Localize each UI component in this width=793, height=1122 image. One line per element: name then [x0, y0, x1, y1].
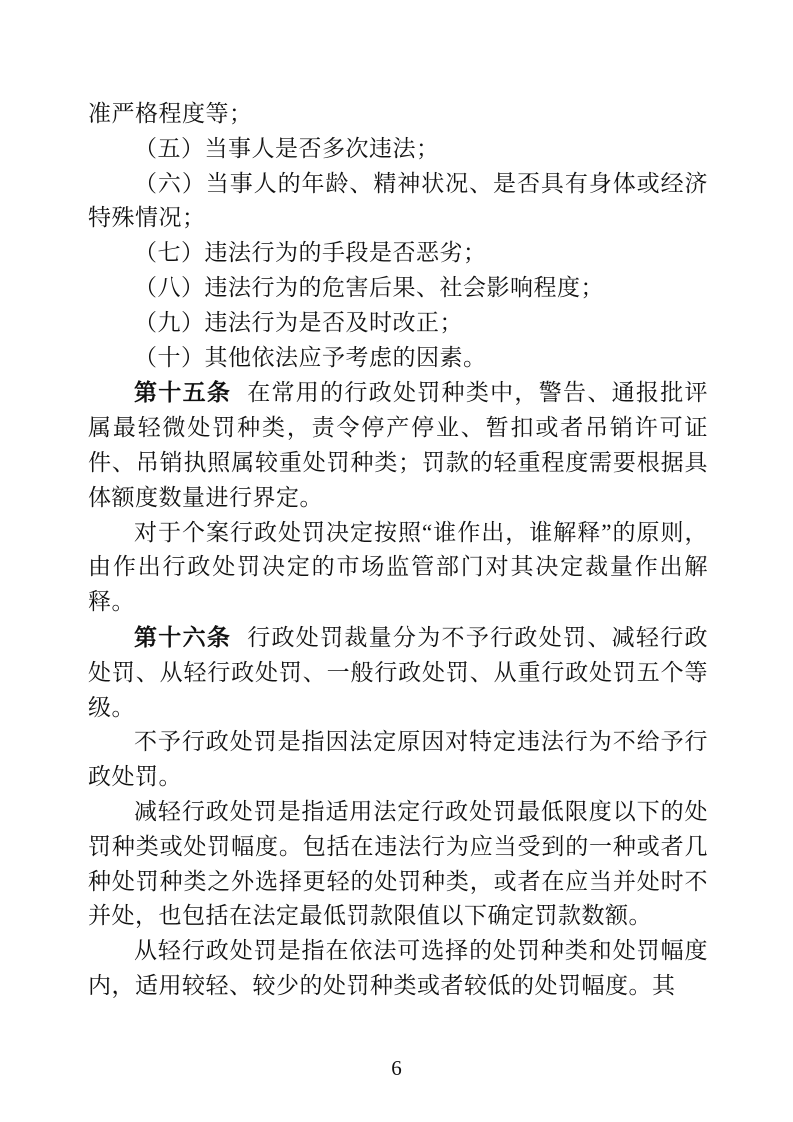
- article-16-paragraph: [88, 620, 708, 725]
- article-15-paragraph: [88, 375, 708, 515]
- list-item-5: （五）当事人是否多次违法；: [134, 135, 440, 161]
- article-16-number: 第十六条: [134, 623, 232, 650]
- list-item-7: （七）违法行为的手段是否恶劣；: [134, 240, 487, 266]
- list-item-6: （六）当事人的年龄、精神状况、是否具有身体或经济特殊情况；: [88, 170, 708, 231]
- article-15-text: 在常用的行政处罚种类中，警告、通报批评属最轻微处罚种类，责令停产停业、暂扣或者吊销许可证件、吊销执照属较重处罚种类；罚款的轻重程度需要根据具体额度数量进行界定。: [88, 380, 709, 510]
- list-item-8: （八）违法行为的危害后果、社会影响程度；: [134, 274, 604, 300]
- paragraph-reduced-penalty-definition: 减轻行政处罚是指适用法定行政处罚最低限度以下的处罚种类或处罚幅度。包括在违法行为应当受到的一种或者几种处罚种类之外选择更轻的处罚种类，或者在应当并处时不并处，也包括在法定最低罚款限值以下确定罚款数额。: [88, 798, 708, 929]
- paragraph-no-penalty-definition: 不予行政处罚是指因法定原因对特定违法行为不给予行政处罚。: [88, 729, 708, 790]
- page-number: 6: [391, 1056, 402, 1080]
- paragraph-lenient-penalty-definition: 从轻行政处罚是指在依法可选择的处罚种类和处罚幅度内，适用较轻、较少的处罚种类或者较低的处罚幅度。其: [88, 938, 708, 998]
- paragraph-continuation: 准严格程度等；: [88, 101, 253, 126]
- article-16-text: 行政处罚裁量分为不予行政处罚、减轻行政处罚、从轻行政处罚、一般行政处罚、从重行政处罚五个等级。: [88, 624, 709, 720]
- list-item-9: （九）违法行为是否及时改正；: [134, 309, 463, 335]
- paragraph-interpretation-principle: 对于个案行政处罚决定按照“谁作出，谁解释”的原则，由作出行政处罚决定的市场监管部门对其决定裁量作出解释。: [88, 519, 708, 615]
- document-body: [88, 97, 708, 1004]
- article-15-number: 第十五条: [134, 379, 232, 406]
- list-item-10: （十）其他依法应予考虑的因素。: [134, 344, 487, 370]
